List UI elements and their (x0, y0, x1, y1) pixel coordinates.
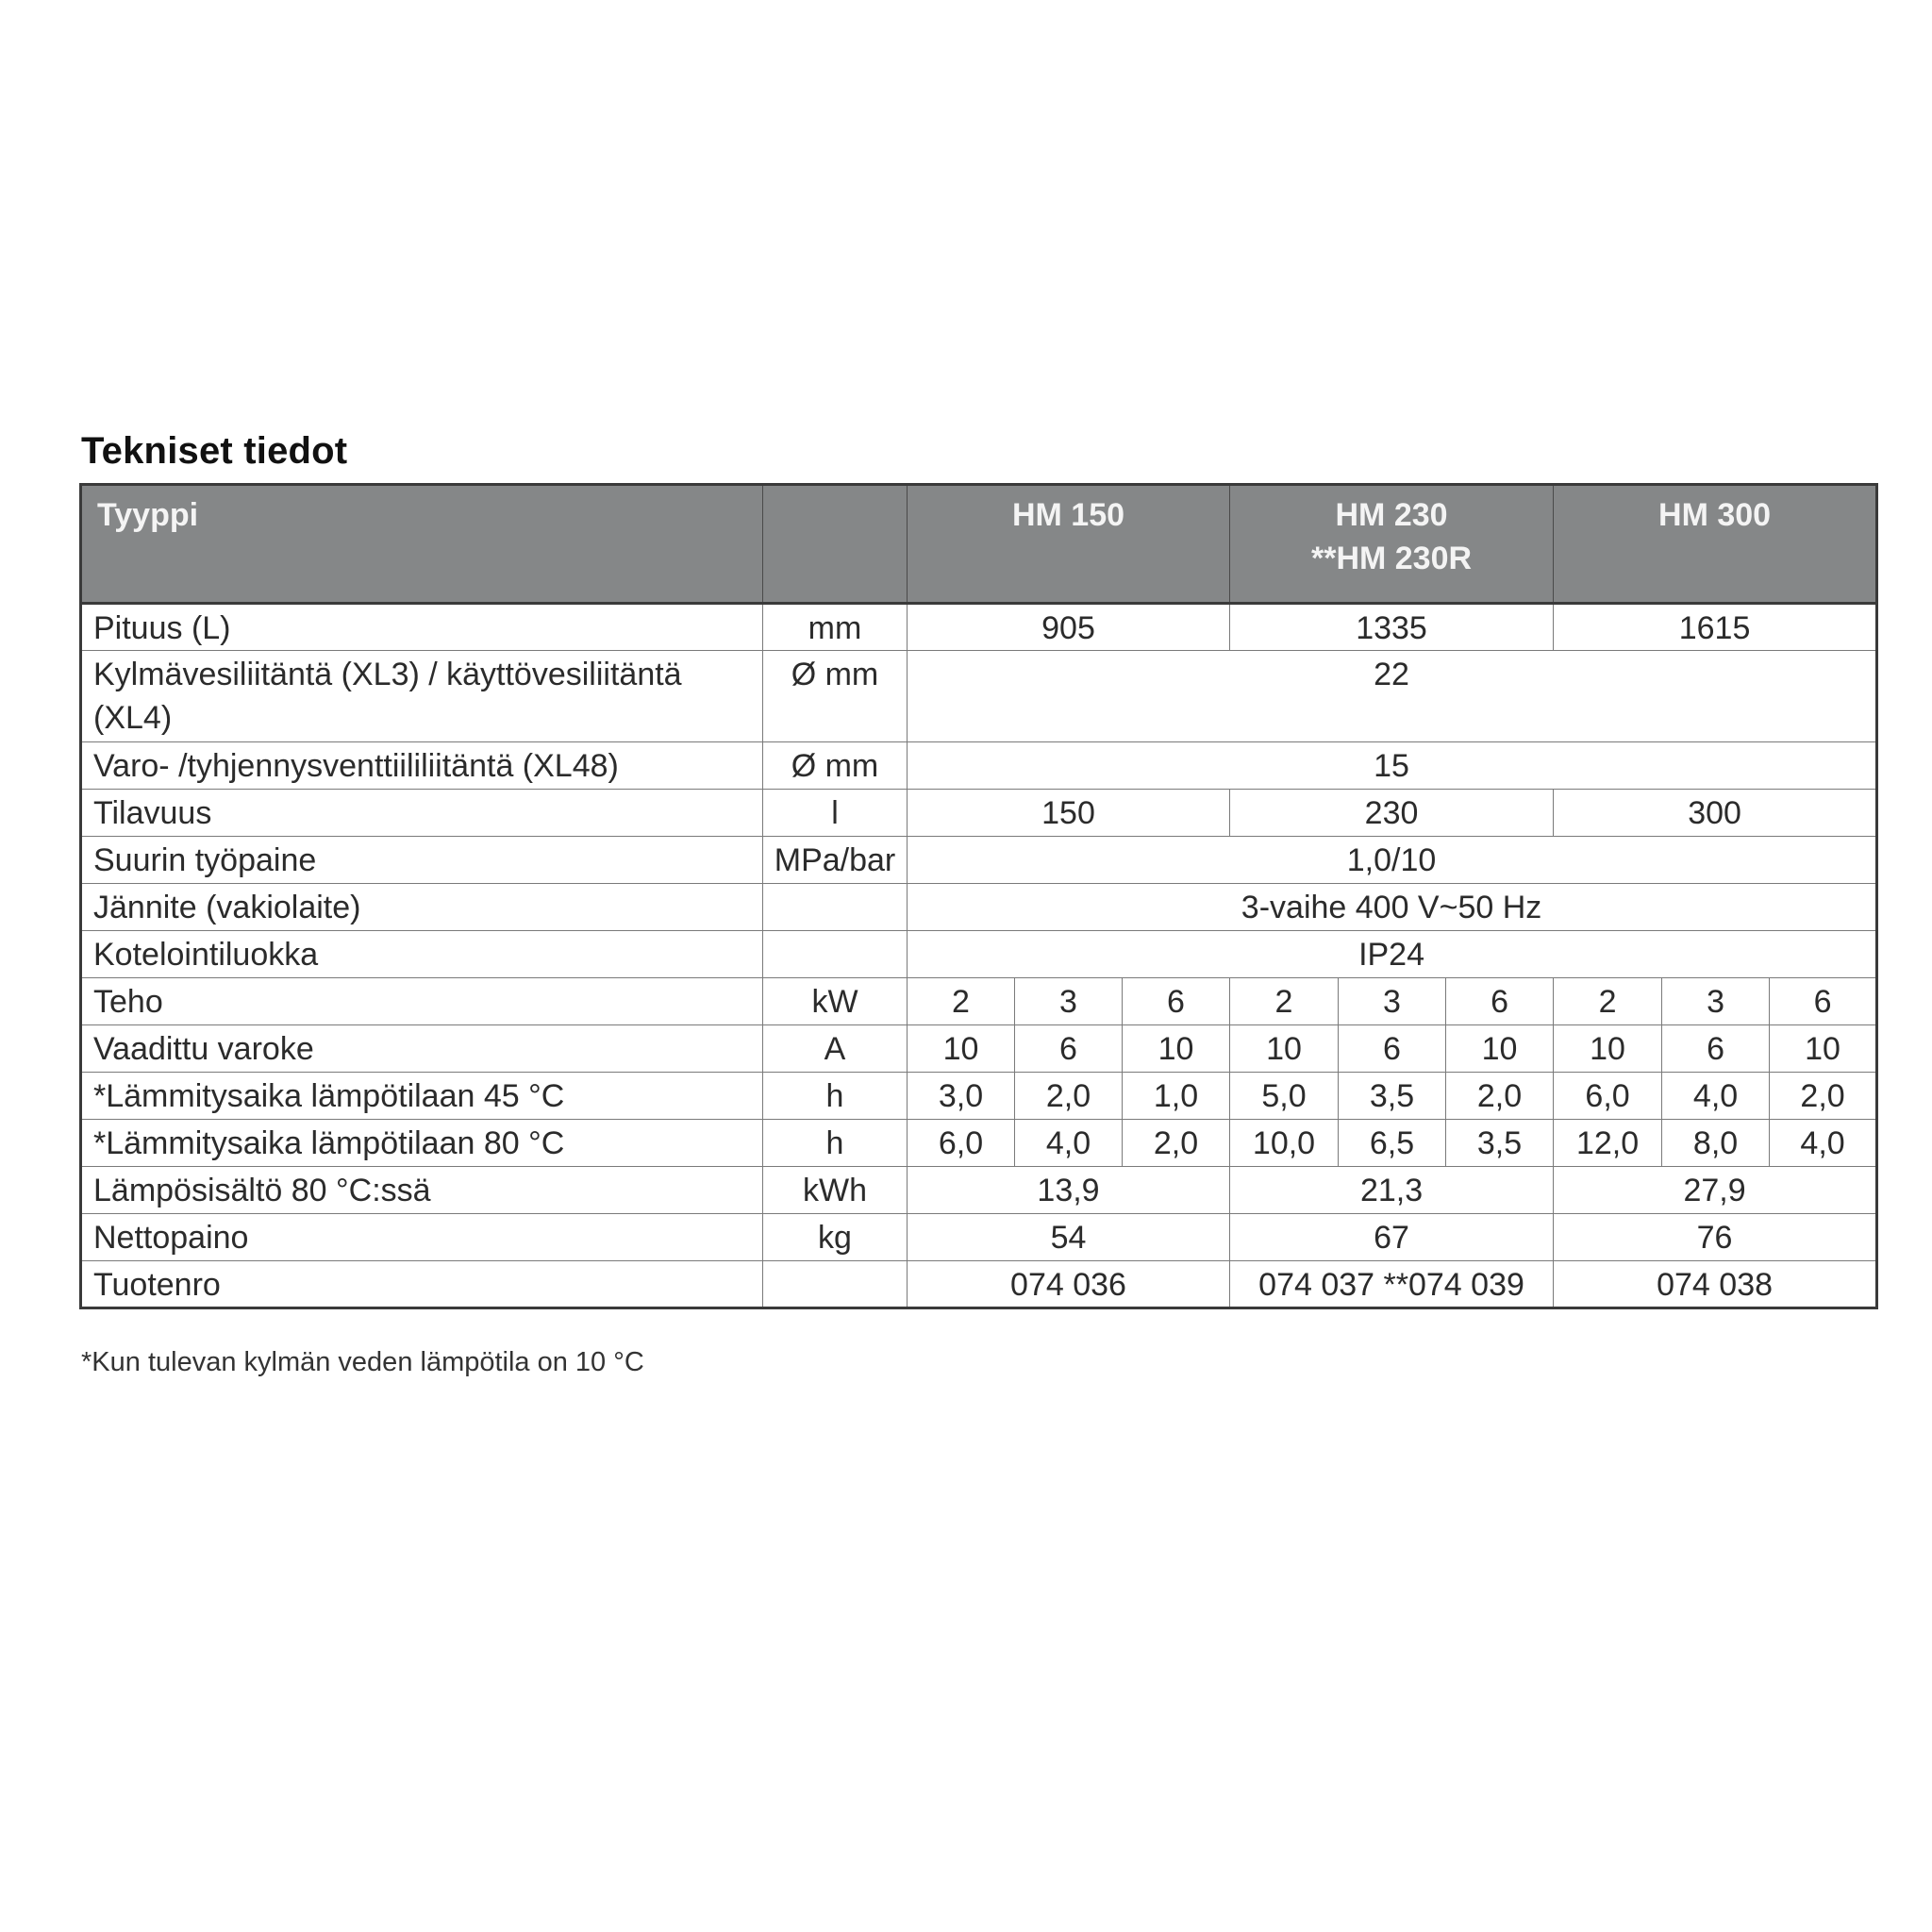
cell-value: 6 (1015, 1025, 1123, 1073)
row-label: Kotelointiluokka (81, 931, 763, 978)
table-row (81, 651, 1877, 742)
cell-value: 3 (1662, 978, 1770, 1025)
row-label: Lämpösisältö 80 °C:ssä (81, 1167, 763, 1214)
table-row (81, 1073, 1877, 1120)
cell-value: 2,0 (1770, 1073, 1877, 1120)
table-row (81, 742, 1877, 790)
row-label: Tuotenro (81, 1261, 763, 1308)
cell-value: 150 (908, 790, 1230, 837)
cell-value: 3,5 (1339, 1073, 1446, 1120)
table-row (81, 1167, 1877, 1214)
cell-value: 3 (1339, 978, 1446, 1025)
cell-value: 27,9 (1554, 1167, 1877, 1214)
cell-value: 3,5 (1446, 1120, 1554, 1167)
row-label: Pituus (L) (81, 604, 763, 651)
cell-value: 8,0 (1662, 1120, 1770, 1167)
row-label: Tilavuus (81, 790, 763, 837)
cell-value: 4,0 (1662, 1073, 1770, 1120)
row-unit: mm (763, 604, 908, 651)
cell-value: 2 (1230, 978, 1339, 1025)
cell-value: 6 (1339, 1025, 1446, 1073)
model-name: HM 230 (1335, 497, 1448, 533)
header-unit (763, 485, 908, 604)
table-row (81, 884, 1877, 931)
table-row (81, 1025, 1877, 1073)
cell-value: 15 (908, 742, 1877, 790)
row-unit: h (763, 1073, 908, 1120)
row-unit: A (763, 1025, 908, 1073)
cell-value: 1335 (1230, 604, 1554, 651)
cell-value: IP24 (908, 931, 1877, 978)
table-row (81, 837, 1877, 884)
table-row (81, 790, 1877, 837)
page-title: Tekniset tiedot (81, 430, 348, 472)
row-unit: Ø mm (763, 742, 908, 790)
cell-value: 10 (1770, 1025, 1877, 1073)
cell-value: 4,0 (1015, 1120, 1123, 1167)
cell-value: 1,0/10 (908, 837, 1877, 884)
row-unit: l (763, 790, 908, 837)
header-model-hm300 (1554, 485, 1877, 604)
row-label: *Lämmitysaika lämpötilaan 80 °C (81, 1120, 763, 1167)
footnote: *Kun tulevan kylmän veden lämpötila on 10 °C (81, 1347, 644, 1377)
cell-value: 6 (1662, 1025, 1770, 1073)
row-unit (763, 884, 908, 931)
cell-value: 3 (1015, 978, 1123, 1025)
table-row (81, 978, 1877, 1025)
cell-value: 905 (908, 604, 1230, 651)
cell-value: 76 (1554, 1214, 1877, 1261)
row-unit (763, 1261, 908, 1308)
row-unit: h (763, 1120, 908, 1167)
cell-value: 1615 (1554, 604, 1877, 651)
cell-value: 3,0 (908, 1073, 1015, 1120)
cell-value: 300 (1554, 790, 1877, 837)
row-label: *Lämmitysaika lämpötilaan 45 °C (81, 1073, 763, 1120)
row-unit: Ø mm (763, 651, 908, 742)
row-label: Kylmävesiliitäntä (XL3) / käyttövesiliitäntä (XL4) (81, 651, 763, 742)
cell-value: 230 (1230, 790, 1554, 837)
table-row (81, 931, 1877, 978)
cell-value: 6,0 (908, 1120, 1015, 1167)
spec-table (79, 483, 1878, 1309)
cell-value: 6,0 (1554, 1073, 1662, 1120)
cell-value: 13,9 (908, 1167, 1230, 1214)
cell-value: 10 (1123, 1025, 1230, 1073)
row-unit: kW (763, 978, 908, 1025)
cell-value: 074 037 **074 039 (1230, 1261, 1554, 1308)
cell-value: 5,0 (1230, 1073, 1339, 1120)
cell-value: 10,0 (1230, 1120, 1339, 1167)
cell-value: 10 (1446, 1025, 1554, 1073)
cell-value: 2 (908, 978, 1015, 1025)
row-unit: kg (763, 1214, 908, 1261)
cell-value: 10 (1230, 1025, 1339, 1073)
table-row (81, 1214, 1877, 1261)
cell-value: 6 (1123, 978, 1230, 1025)
cell-value: 2,0 (1123, 1120, 1230, 1167)
cell-value: 074 036 (908, 1261, 1230, 1308)
cell-value: 10 (908, 1025, 1015, 1073)
cell-value: 2,0 (1015, 1073, 1123, 1120)
cell-value: 22 (908, 651, 1877, 742)
model-name: HM 300 (1658, 497, 1772, 533)
header-model-hm230 (1230, 485, 1554, 604)
cell-value: 6 (1446, 978, 1554, 1025)
cell-value: 2 (1554, 978, 1662, 1025)
cell-value: 21,3 (1230, 1167, 1554, 1214)
table-row (81, 1120, 1877, 1167)
cell-value: 3-vaihe 400 V~50 Hz (908, 884, 1877, 931)
row-unit: MPa/bar (763, 837, 908, 884)
row-label: Suurin työpaine (81, 837, 763, 884)
row-label: Teho (81, 978, 763, 1025)
cell-value: 12,0 (1554, 1120, 1662, 1167)
row-unit (763, 931, 908, 978)
header-row (81, 485, 1877, 604)
cell-value: 67 (1230, 1214, 1554, 1261)
row-label: Vaadittu varoke (81, 1025, 763, 1073)
table-row (81, 1261, 1877, 1308)
cell-value: 10 (1554, 1025, 1662, 1073)
cell-value: 2,0 (1446, 1073, 1554, 1120)
header-model-hm150 (908, 485, 1230, 604)
cell-value: 6 (1770, 978, 1877, 1025)
row-label: Jännite (vakiolaite) (81, 884, 763, 931)
row-unit: kWh (763, 1167, 908, 1214)
cell-value: 6,5 (1339, 1120, 1446, 1167)
model-sub: **HM 230R (1310, 541, 1473, 576)
cell-value: 1,0 (1123, 1073, 1230, 1120)
table-row (81, 604, 1877, 651)
header-type: Tyyppi (81, 485, 763, 604)
cell-value: 4,0 (1770, 1120, 1877, 1167)
cell-value: 54 (908, 1214, 1230, 1261)
row-label: Varo- /tyhjennysventtiililiitäntä (XL48) (81, 742, 763, 790)
row-label: Nettopaino (81, 1214, 763, 1261)
cell-value: 074 038 (1554, 1261, 1877, 1308)
model-name: HM 150 (1011, 497, 1125, 533)
